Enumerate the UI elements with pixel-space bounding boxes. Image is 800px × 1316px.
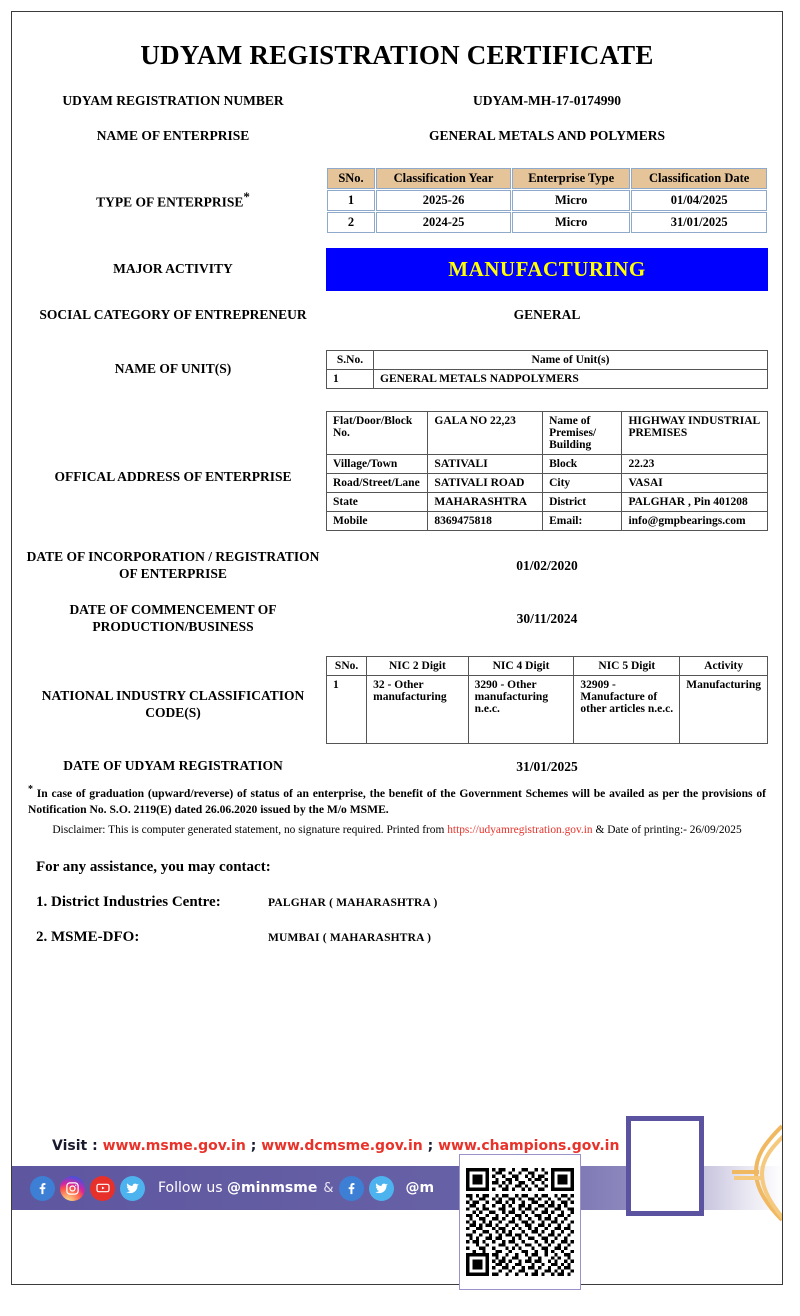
unit-r0-name: GENERAL METALS NADPOLYMERS — [374, 369, 768, 388]
classification-r0-type: Micro — [512, 190, 630, 211]
classification-r0-year: 2025-26 — [376, 190, 511, 211]
address-r1-k2: Block — [543, 454, 622, 473]
follow-us-label: Follow us — [158, 1180, 227, 1196]
address-r2-k2: City — [543, 473, 622, 492]
contact-dic-value: PALGHAR ( MAHARASHTRA ) — [268, 896, 438, 909]
date-udyam-label: DATE OF UDYAM REGISTRATION — [63, 758, 283, 774]
classification-table — [326, 167, 768, 234]
visit-lead: Visit : — [52, 1138, 103, 1154]
address-r4-k1: Mobile — [327, 511, 428, 530]
table-row — [327, 492, 768, 511]
certificate-page — [11, 11, 783, 1285]
date-commencement-row — [26, 602, 768, 636]
nic-r0-2digit: 32 - Other manufacturing — [367, 676, 468, 744]
classification-col-date: Classification Date — [631, 168, 767, 189]
visit-sep-2: ; — [422, 1138, 439, 1154]
contact-dfo-value: MUMBAI ( MAHARASHTRA ) — [268, 931, 432, 944]
date-commencement-value: 30/11/2024 — [516, 611, 578, 627]
enterprise-name-row — [26, 128, 768, 145]
address-r2-v2: VASAI — [622, 473, 768, 492]
visit-line — [52, 1138, 619, 1154]
nic-col-activity: Activity — [680, 657, 768, 676]
major-activity-label: MAJOR ACTIVITY — [113, 260, 233, 276]
classification-r0-date: 01/04/2025 — [631, 190, 767, 211]
nic-row — [26, 656, 768, 744]
address-r1-v1: SATIVALI — [428, 454, 543, 473]
address-r2-v1: SATIVALI ROAD — [428, 473, 543, 492]
address-r3-v2: PALGHAR , Pin 401208 — [622, 492, 768, 511]
classification-r1-type: Micro — [512, 212, 630, 233]
table-row — [327, 473, 768, 492]
type-of-enterprise-row — [26, 167, 768, 234]
social-category-row — [26, 307, 768, 324]
nic-label: NATIONAL INDUSTRY CLASSIFICATION CODE(S) — [41, 688, 305, 720]
secondary-handle: @m — [405, 1180, 435, 1196]
date-udyam-value: 31/01/2025 — [516, 758, 578, 774]
visit-url-dcmsme[interactable]: www.dcmsme.gov.in — [261, 1138, 423, 1154]
disclaimer-prefix: Disclaimer: This is computer generated statement, no signature required. Printed from — [52, 824, 448, 837]
nic-r0-4digit: 3290 - Other manufacturing n.e.c. — [468, 676, 574, 744]
social-category-value: GENERAL — [513, 307, 581, 323]
qr-placeholder-box — [626, 1116, 704, 1216]
social-category-label: SOCIAL CATEGORY OF ENTREPRENEUR — [39, 306, 307, 322]
date-udyam-row — [26, 758, 768, 775]
facebook-icon-secondary[interactable] — [339, 1176, 364, 1201]
unit-table-wrap — [326, 350, 768, 389]
follow-us-text — [158, 1180, 317, 1196]
table-row — [327, 411, 768, 454]
address-table-wrap — [326, 411, 768, 531]
nic-r0-5digit: 32909 - Manufacture of other articles n.e.c. — [574, 676, 680, 744]
classification-r1-date: 31/01/2025 — [631, 212, 767, 233]
major-activity-banner-wrap — [326, 248, 768, 291]
address-label: OFFICAL ADDRESS OF ENTERPRISE — [54, 468, 292, 484]
address-r0-v1: GALA NO 22,23 — [428, 411, 543, 454]
date-incorporation-value: 01/02/2020 — [516, 557, 578, 573]
table-row — [327, 454, 768, 473]
nic-header-row — [327, 657, 768, 676]
address-r3-k2: District — [543, 492, 622, 511]
table-row — [327, 190, 767, 211]
qr-code — [459, 1154, 581, 1290]
classification-r1-year: 2024-25 — [376, 212, 511, 233]
decorative-ribbon — [704, 1120, 783, 1230]
date-commencement-label: DATE OF COMMENCEMENT OF PRODUCTION/BUSINESS — [69, 602, 277, 635]
nic-col-5digit: NIC 5 Digit — [574, 657, 680, 676]
enterprise-name-value: GENERAL METALS AND POLYMERS — [429, 128, 665, 144]
youtube-icon[interactable] — [90, 1176, 115, 1201]
table-row — [327, 212, 767, 233]
unit-col-sno: S.No. — [327, 350, 374, 369]
address-r0-k2: Name of Premises/ Building — [543, 411, 622, 454]
address-r4-v1: 8369475818 — [428, 511, 543, 530]
facebook-icon[interactable] — [30, 1176, 55, 1201]
unit-r0-sno: 1 — [327, 369, 374, 388]
disclaimer — [30, 823, 764, 838]
table-row — [327, 369, 768, 388]
major-activity-row — [26, 248, 768, 291]
address-table — [326, 411, 768, 531]
twitter-icon-secondary[interactable] — [369, 1176, 394, 1201]
classification-r0-sno: 1 — [327, 190, 375, 211]
registration-number-row — [26, 93, 768, 110]
footnote-asterisk: * — [28, 784, 33, 795]
qr-code-svg — [466, 1161, 574, 1283]
type-of-enterprise-asterisk: * — [243, 189, 250, 205]
contact-heading: For any assistance, you may contact: — [36, 858, 271, 875]
minmsme-handle: @minmsme — [226, 1180, 318, 1196]
classification-col-year: Classification Year — [376, 168, 511, 189]
footer-banner — [12, 1110, 783, 1260]
nic-r0-activity: Manufacturing — [680, 676, 768, 744]
contact-dic-label: 1. District Industries Centre: — [36, 893, 221, 910]
classification-r1-sno: 2 — [327, 212, 375, 233]
address-r2-k1: Road/Street/Lane — [327, 473, 428, 492]
table-row — [327, 676, 768, 744]
ampersand-separator: & — [323, 1180, 334, 1196]
address-r0-k1: Flat/Door/Block No. — [327, 411, 428, 454]
classification-table-wrap — [326, 167, 768, 234]
contact-item-dfo — [36, 929, 768, 946]
visit-url-msme[interactable]: www.msme.gov.in — [102, 1138, 246, 1154]
unit-header-row — [327, 350, 768, 369]
nic-col-2digit: NIC 2 Digit — [367, 657, 468, 676]
visit-sep-1: ; — [245, 1138, 262, 1154]
nic-r0-sno: 1 — [327, 676, 367, 744]
nic-table-wrap — [326, 656, 768, 744]
type-of-enterprise-label-text: TYPE OF ENTERPRISE — [96, 194, 244, 210]
table-row — [327, 511, 768, 530]
address-r0-v2: HIGHWAY INDUSTRIAL PREMISES — [622, 411, 768, 454]
visit-url-champions[interactable]: www.champions.gov.in — [438, 1138, 620, 1154]
classification-col-type: Enterprise Type — [512, 168, 630, 189]
nic-col-4digit: NIC 4 Digit — [468, 657, 574, 676]
disclaimer-url[interactable]: https://udyamregistration.gov.in — [447, 824, 593, 837]
name-of-units-row — [26, 350, 768, 389]
address-r1-v2: 22.23 — [622, 454, 768, 473]
page-title: UDYAM REGISTRATION CERTIFICATE — [140, 40, 654, 70]
address-r4-v2: info@gmpbearings.com — [622, 511, 768, 530]
contact-item-dic — [36, 894, 768, 911]
address-r4-k2: Email: — [543, 511, 622, 530]
enterprise-name-label: NAME OF ENTERPRISE — [96, 127, 250, 143]
registration-number-label: UDYAM REGISTRATION NUMBER — [62, 93, 284, 108]
disclaimer-suffix: & Date of printing:- 26/09/2025 — [592, 824, 742, 837]
unit-table — [326, 350, 768, 389]
registration-number-value: UDYAM-MH-17-0174990 — [473, 93, 621, 109]
twitter-icon[interactable] — [120, 1176, 145, 1201]
contact-dfo-label: 2. MSME-DFO: — [36, 928, 140, 945]
address-r3-v1: MAHARASHTRA — [428, 492, 543, 511]
classification-col-sno: SNo. — [327, 168, 375, 189]
footnote-text: In case of graduation (upward/reverse) of status of an enterprise, the benefit of the Government Schemes will be availed as per the provisions of Notification No. S.O. 2119(E) dated 26.06.2020 issued by the M/o MSME. — [28, 786, 766, 816]
address-r1-k1: Village/Town — [327, 454, 428, 473]
nic-col-sno: SNo. — [327, 657, 367, 676]
name-of-units-label: NAME OF UNIT(S) — [114, 360, 232, 376]
footnote — [28, 783, 766, 817]
classification-header-row — [327, 168, 767, 189]
address-row — [26, 411, 768, 531]
instagram-icon[interactable] — [60, 1176, 85, 1201]
date-incorporation-label: DATE OF INCORPORATION / REGISTRATION OF ENTERPRISE — [26, 548, 320, 581]
type-of-enterprise-label — [26, 189, 326, 211]
date-incorporation-row — [26, 549, 768, 583]
address-r3-k1: State — [327, 492, 428, 511]
major-activity-banner: MANUFACTURING — [326, 248, 768, 291]
ribbon-svg — [704, 1120, 783, 1230]
nic-table — [326, 656, 768, 744]
unit-col-name: Name of Unit(s) — [374, 350, 768, 369]
